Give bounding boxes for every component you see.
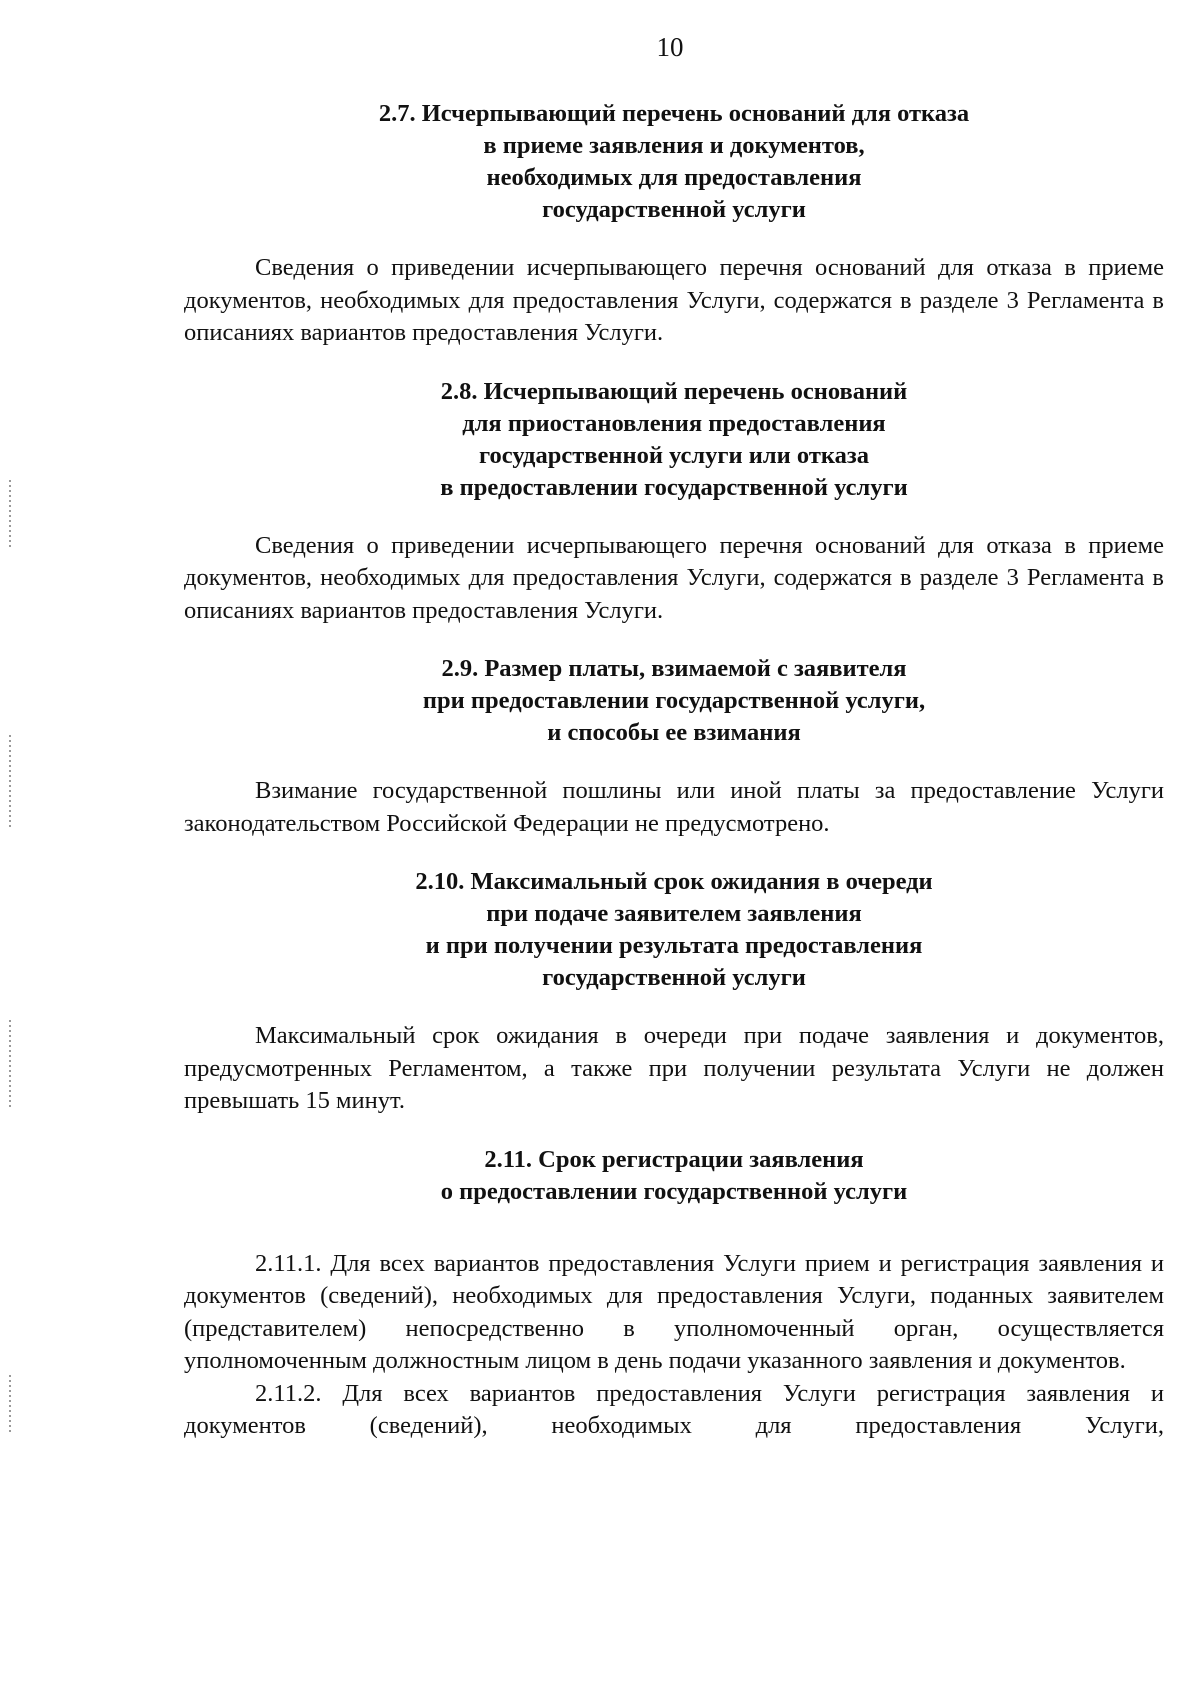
section-heading [184,1144,1164,1208]
section-heading [184,376,1164,504]
paragraph: 2.11.2. Для всех вариантов предоставления Услуги регистрация заявления и документов (сведений), необходимых для предоставления Услуги, [184,1379,1164,1439]
section-heading [184,98,1164,226]
section-2-9 [184,653,1164,840]
paragraph: 2.11.1. Для всех вариантов предоставления Услуги прием и регистрация заявления и документов (сведений), необходимых для предоставления Услуги, поданных заявителем (представителем) непосредственно в уполномоченный орган, осуществляется уполномоченным должностным лицом в день подачи указанного заявления и документов. [184,1249,1164,1374]
heading-line: для приостановления предоставления [462,409,886,437]
heading-line: государственной услуги [542,964,806,991]
heading-line: 2.11. Срок регистрации заявления [484,1145,864,1173]
section-2-8 [184,376,1164,628]
paragraph: Взимание государственной пошлины или иной платы за предоставление Услуги законодательством Российской Федерации не предусмотрено. [184,777,1164,837]
heading-line: о предоставлении государственной услуги [440,1177,908,1205]
page-number: 10 [656,32,684,62]
paragraph: Сведения о приведении исчерпывающего перечня оснований для отказа в приеме документов, необходимых для предоставления Услуги, содержатся в разделе 3 Регламента в описаниях вариантов предоставления Услуги. [184,254,1164,346]
heading-line: в предоставлении государственной услуги [440,473,908,501]
heading-line: и при получении результата предоставления [425,932,923,959]
paragraph: Максимальный срок ожидания в очереди при подаче заявления и документов, предусмотренных Регламентом, а также при получении результата Услуги не должен превышать 15 минут. [184,1022,1164,1114]
heading-line: и способы ее взимания [547,719,801,746]
heading-line: 2.10. Максимальный срок ожидания в очереди [415,868,933,895]
scan-margin-marks [9,0,15,1698]
scan-mark [9,1020,11,1110]
heading-line: необходимых для предоставления [486,164,862,191]
document-body [184,98,1164,1469]
heading-line: 2.7. Исчерпывающий перечень оснований для отказа [378,100,970,127]
heading-line: государственной услуги [542,196,806,223]
scan-mark [9,735,11,830]
heading-line: при предоставлении государственной услуги, [422,687,926,714]
section-2-10 [184,866,1164,1118]
section-heading [184,866,1164,994]
heading-line: 2.9. Размер платы, взимаемой с заявителя [441,655,907,682]
scan-mark [9,480,11,550]
paragraph: Сведения о приведении исчерпывающего перечня оснований для отказа в приеме документов, необходимых для предоставления Услуги, содержатся в разделе 3 Регламента в описаниях вариантов предоставления Услуги. [184,531,1164,624]
heading-line: при подаче заявителем заявления [486,900,862,927]
heading-line: в приеме заявления и документов, [483,132,865,159]
section-heading [184,653,1164,749]
section-2-7 [184,98,1164,350]
section-2-11 [184,1144,1164,1443]
scan-mark [9,1375,11,1435]
heading-line: 2.8. Исчерпывающий перечень оснований [440,377,908,405]
heading-line: государственной услуги или отказа [479,441,869,469]
